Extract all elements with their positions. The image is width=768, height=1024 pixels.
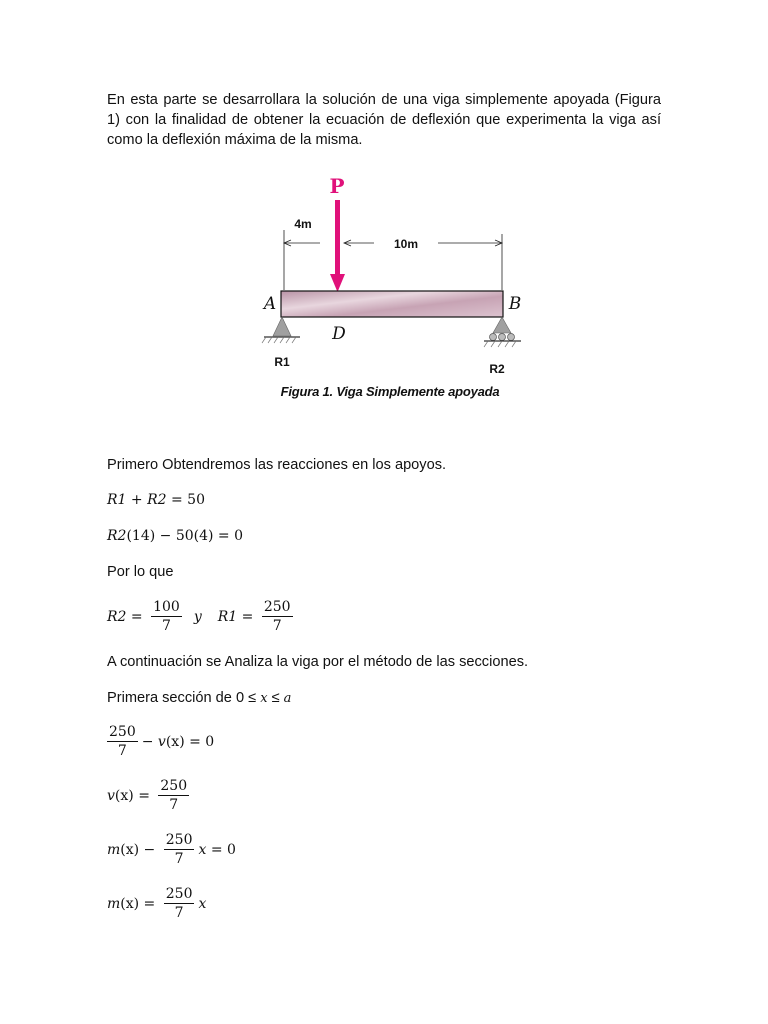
point-d-label: D	[332, 324, 346, 344]
dimension-right-label: 10m	[393, 237, 419, 251]
fraction: $\frac{250}{7}$	[165, 886, 193, 921]
load-label: P	[329, 174, 345, 198]
equation-moment-result: m (x) = $\frac{250}{7}$ x	[107, 886, 207, 921]
beam-figure	[240, 170, 540, 410]
equation-sum-reactions: R1 + R2 = 50	[107, 492, 205, 508]
paragraph-reactions: Primero Obtendremos las reacciones en los apoyos.	[107, 457, 447, 473]
figure-caption: Figura 1. Viga Simplemente apoyada	[280, 384, 500, 399]
pin-support-icon	[262, 317, 300, 343]
dimension-left-label: 4m	[294, 217, 312, 231]
reaction-r2-label: R2	[489, 362, 505, 376]
fraction: $\frac{100}{7}$	[153, 599, 180, 634]
roller-support-icon	[484, 317, 521, 347]
beam	[281, 291, 503, 317]
fraction: $\frac{250}{7}$	[263, 599, 291, 634]
fraction: $\frac{250}{7}$	[109, 724, 136, 759]
point-b-label: B	[508, 294, 522, 314]
equation-shear-balance: $\frac{250}{7}$ − v (x) = 0	[109, 724, 215, 759]
reaction-r1-label: R1	[274, 355, 290, 369]
equation-reaction-values: R2 = $\frac{100}{7}$ y R1 = $\frac{250}{7}$	[107, 599, 291, 634]
load-arrow-icon	[330, 200, 345, 292]
equation-moment: R2 (14) − 50(4) = 0	[107, 528, 244, 544]
paragraph-sections-method: A continuación se Analiza la viga por el método de las secciones.	[107, 654, 529, 670]
equation-moment-balance: m (x) − $\frac{250}{7}$ x = 0	[107, 832, 236, 867]
intro-paragraph: En esta parte se desarrollara la solución de una viga simplemente apoyada (Figura 1) con la finalidad de obtener la ecuación de deflexión que experimenta la viga así como la deflexión máxima de la misma.	[107, 92, 661, 148]
paragraph-first-section: Primera sección de 0 ≤ x ≤ a	[107, 690, 292, 706]
equation-shear: v (x) = $\frac{250}{7}$	[107, 778, 188, 813]
point-a-label: A	[263, 294, 277, 314]
fraction: $\frac{250}{7}$	[160, 778, 188, 813]
fraction: $\frac{250}{7}$	[165, 832, 193, 867]
paragraph-por-lo-que: Por lo que	[107, 564, 174, 580]
